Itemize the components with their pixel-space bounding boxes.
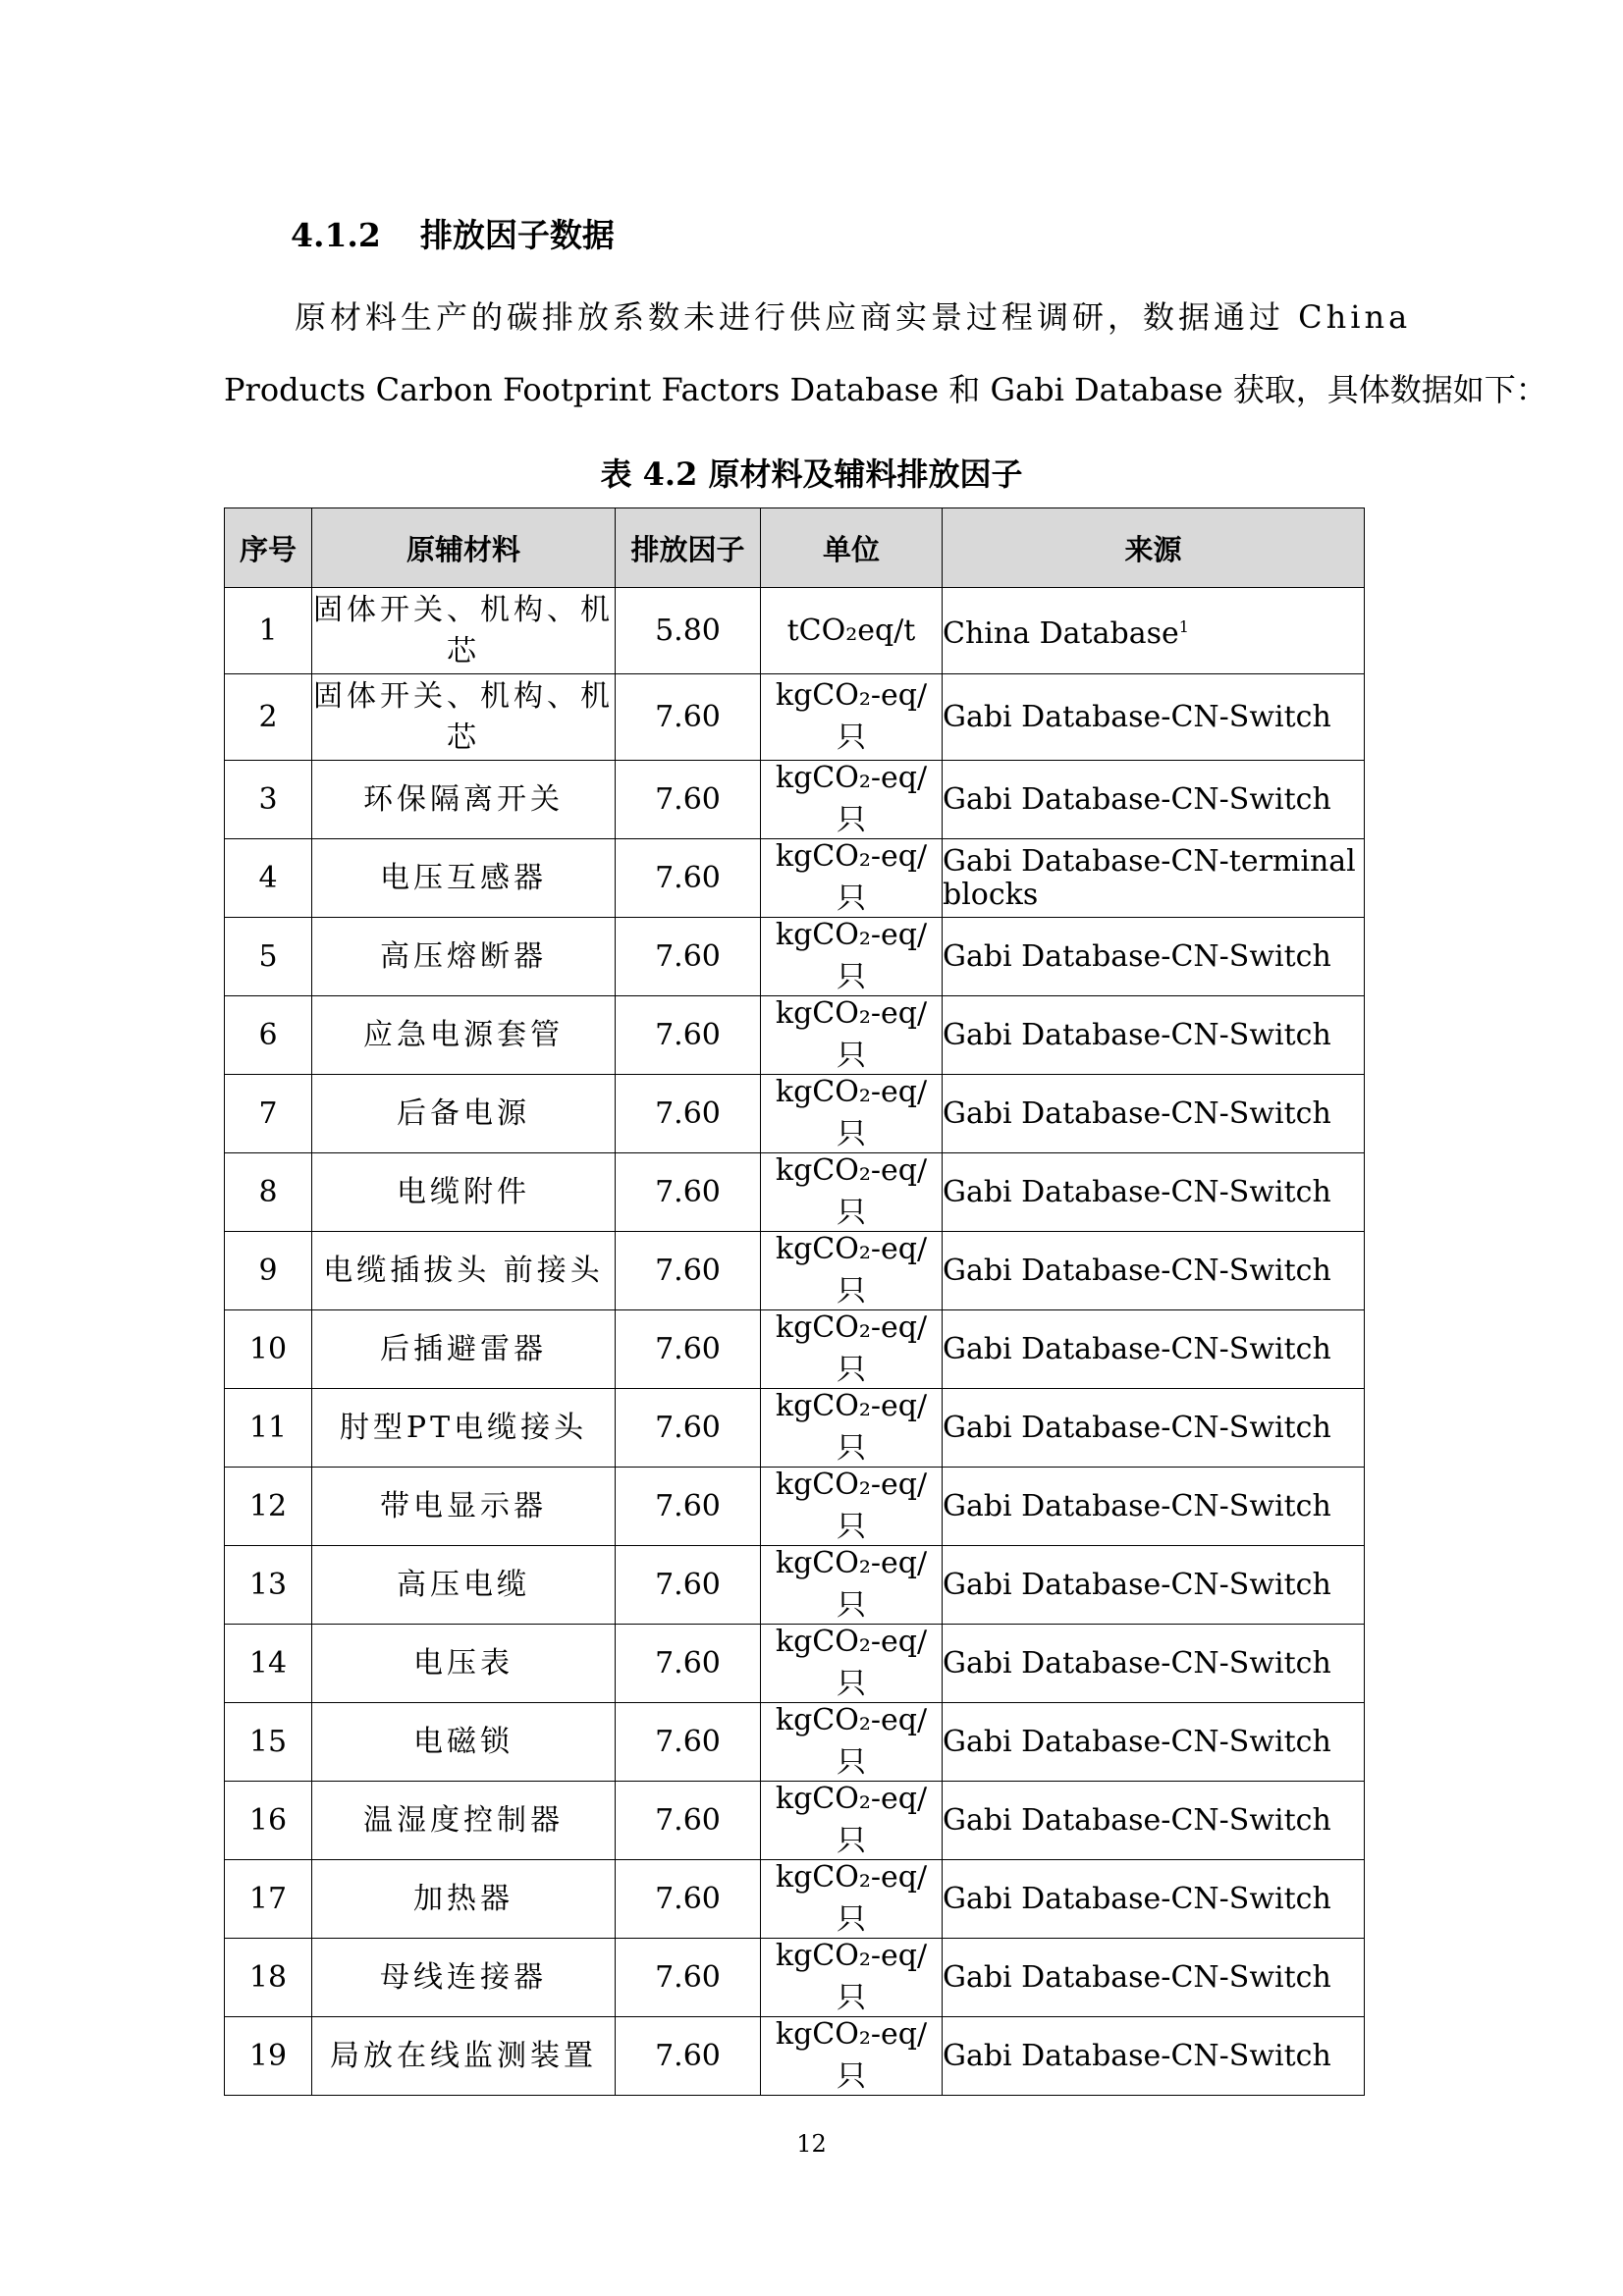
cell-factor-text: 7.60 [655, 1725, 721, 1759]
table-row [225, 1232, 1365, 1310]
section-title: 排放因子数据 [419, 216, 615, 254]
cell-source-text: Gabi Database-CN-Switch [943, 938, 1331, 974]
header-index: 序号 [225, 508, 312, 588]
cell-source [943, 1860, 1365, 1939]
cell-index-text: 9 [258, 1254, 278, 1288]
cell-unit [761, 1153, 943, 1232]
cell-unit [761, 674, 943, 761]
cell-unit-text: kgCO₂-eq/只 [775, 1468, 928, 1544]
cell-factor-text: 7.60 [655, 1960, 721, 1995]
cell-unit [761, 588, 943, 674]
cell-source-text: Gabi Database-CN-Switch [943, 1802, 1331, 1838]
cell-material-text: 电压互感器 [380, 860, 547, 895]
cell-factor-text: 7.60 [655, 2039, 721, 2073]
paragraph-line-1: 原材料生产的碳排放系数未进行供应商实景过程调研，数据通过 China [295, 298, 1412, 336]
cell-factor-text: 5.80 [655, 614, 721, 648]
table-row [225, 839, 1365, 918]
cell-material [312, 1389, 616, 1468]
cell-index-text: 14 [248, 1646, 288, 1681]
cell-index [225, 1860, 312, 1939]
cell-source [943, 761, 1365, 839]
cell-factor [616, 1389, 761, 1468]
table-row [225, 1782, 1365, 1860]
cell-unit [761, 918, 943, 996]
cell-material-text: 母线连接器 [380, 1959, 547, 1995]
cell-index-text: 19 [248, 2039, 288, 2073]
cell-unit [761, 1939, 943, 2017]
cell-material [312, 1310, 616, 1389]
cell-index [225, 2017, 312, 2096]
cell-unit-text: kgCO₂-eq/只 [775, 996, 928, 1073]
cell-material [312, 1782, 616, 1860]
cell-index-text: 16 [248, 1803, 288, 1838]
cell-material [312, 1860, 616, 1939]
cell-material [312, 761, 616, 839]
table-header-row [225, 508, 1365, 588]
cell-unit [761, 1389, 943, 1468]
cell-unit [761, 1468, 943, 1546]
cell-source [943, 1389, 1365, 1468]
cell-factor-text: 7.60 [655, 1411, 721, 1445]
cell-index-text: 15 [248, 1725, 288, 1759]
cell-material [312, 1703, 616, 1782]
cell-material-text: 固体开关、机构、机芯 [313, 592, 614, 668]
cell-factor-text: 7.60 [655, 1254, 721, 1288]
cell-index [225, 996, 312, 1075]
cell-index [225, 1782, 312, 1860]
cell-index [225, 1468, 312, 1546]
cell-unit-text: kgCO₂-eq/只 [775, 1075, 928, 1151]
cell-factor-text: 7.60 [655, 1803, 721, 1838]
cell-source [943, 1939, 1365, 2017]
cell-source [943, 839, 1365, 918]
cell-source-text: Gabi Database-CN-Switch [943, 781, 1331, 817]
cell-index [225, 1546, 312, 1625]
cell-material-text: 加热器 [413, 1881, 514, 1916]
cell-material [312, 918, 616, 996]
cell-material [312, 1468, 616, 1546]
cell-material-text: 环保隔离开关 [363, 781, 564, 817]
header-material: 原辅材料 [312, 508, 616, 588]
cell-factor [616, 1310, 761, 1389]
cell-unit-text: kgCO₂-eq/只 [775, 1939, 928, 2015]
cell-factor [616, 1546, 761, 1625]
cell-material-text: 带电显示器 [380, 1488, 547, 1523]
cell-unit-text: kgCO₂-eq/只 [775, 1625, 928, 1701]
cell-unit [761, 761, 943, 839]
cell-unit-text: kgCO₂-eq/只 [775, 839, 928, 916]
cell-index-text: 8 [258, 1175, 278, 1209]
cell-material [312, 996, 616, 1075]
cell-index [225, 839, 312, 918]
table-caption: 表 4.2 原材料及辅料排放因子 [600, 455, 1023, 493]
cell-material [312, 2017, 616, 2096]
cell-index-text: 1 [258, 614, 278, 648]
cell-factor [616, 761, 761, 839]
cell-factor-text: 7.60 [655, 861, 721, 895]
cell-material [312, 588, 616, 674]
cell-source [943, 588, 1365, 674]
cell-factor [616, 1232, 761, 1310]
cell-source-text: Gabi Database-CN-Switch [943, 1488, 1331, 1523]
cell-material [312, 839, 616, 918]
cell-source [943, 1232, 1365, 1310]
cell-index [225, 1075, 312, 1153]
cell-source-text: Gabi Database-CN-terminal blocks [943, 843, 1356, 912]
cell-factor-text: 7.60 [655, 1096, 721, 1131]
section-number: 4.1.2 [291, 216, 381, 254]
table-row [225, 996, 1365, 1075]
cell-material [312, 674, 616, 761]
cell-factor-text: 7.60 [655, 1568, 721, 1602]
cell-source [943, 1310, 1365, 1389]
cell-source-text: Gabi Database-CN-Switch [943, 1567, 1331, 1602]
cell-material [312, 1939, 616, 2017]
cell-factor [616, 1782, 761, 1860]
cell-source-text: Gabi Database-CN-Switch [943, 1174, 1331, 1209]
cell-index-text: 17 [248, 1882, 288, 1916]
cell-source [943, 1075, 1365, 1153]
cell-index [225, 1625, 312, 1703]
cell-factor [616, 1860, 761, 1939]
cell-index-text: 11 [248, 1411, 288, 1445]
table-row [225, 1153, 1365, 1232]
cell-source-text: Gabi Database-CN-Switch [943, 1959, 1331, 1995]
table-row [225, 1310, 1365, 1389]
cell-index [225, 1232, 312, 1310]
cell-unit-text: kgCO₂-eq/只 [775, 1546, 928, 1623]
cell-source-text: Gabi Database-CN-Switch [943, 1331, 1331, 1366]
page-number: 12 [796, 2130, 827, 2158]
header-unit: 单位 [761, 508, 943, 588]
cell-unit-text: kgCO₂-eq/只 [775, 761, 928, 837]
cell-index [225, 1310, 312, 1389]
cell-source-text: Gabi Database-CN-Switch [943, 1881, 1331, 1916]
cell-unit [761, 1546, 943, 1625]
cell-material [312, 1232, 616, 1310]
cell-source [943, 918, 1365, 996]
cell-unit [761, 1232, 943, 1310]
cell-material [312, 1075, 616, 1153]
cell-source-text: Gabi Database-CN-Switch [943, 1095, 1331, 1131]
cell-factor [616, 1703, 761, 1782]
cell-source-text: Gabi Database-CN-Switch [943, 699, 1331, 734]
cell-source [943, 1782, 1365, 1860]
header-factor: 排放因子 [616, 508, 761, 588]
cell-index [225, 674, 312, 761]
cell-unit-text: kgCO₂-eq/只 [775, 1389, 928, 1466]
cell-factor [616, 839, 761, 918]
table-row [225, 1860, 1365, 1939]
cell-index-text: 13 [248, 1568, 288, 1602]
cell-material-text: 后插避雷器 [380, 1331, 547, 1366]
cell-factor-text: 7.60 [655, 939, 721, 974]
cell-source [943, 1546, 1365, 1625]
cell-index [225, 1939, 312, 2017]
cell-index-text: 12 [248, 1489, 288, 1523]
cell-unit [761, 1310, 943, 1389]
cell-factor [616, 674, 761, 761]
cell-factor [616, 1939, 761, 2017]
cell-unit [761, 1860, 943, 1939]
cell-source-text: Gabi Database-CN-Switch [943, 1724, 1331, 1759]
cell-unit [761, 839, 943, 918]
cell-factor [616, 1625, 761, 1703]
cell-unit-text: kgCO₂-eq/只 [775, 918, 928, 994]
cell-index [225, 588, 312, 674]
cell-material-text: 高压电缆 [397, 1567, 530, 1602]
footnote-marker: 1 [1178, 617, 1189, 636]
table-row [225, 1389, 1365, 1468]
section-heading [291, 210, 615, 256]
cell-source [943, 996, 1365, 1075]
cell-source-text: China Database [943, 616, 1179, 651]
cell-factor [616, 918, 761, 996]
cell-source [943, 1468, 1365, 1546]
cell-unit-text: kgCO₂-eq/只 [775, 678, 928, 755]
cell-index [225, 761, 312, 839]
cell-factor [616, 1075, 761, 1153]
table-body [225, 588, 1365, 2096]
cell-index [225, 1703, 312, 1782]
cell-factor-text: 7.60 [655, 782, 721, 817]
cell-unit [761, 1782, 943, 1860]
cell-material-text: 肘型PT电缆接头 [339, 1410, 588, 1445]
paragraph-line-2: Products Carbon Footprint Factors Database 和 Gabi Database 获取，具体数据如下： [224, 371, 1547, 408]
cell-index-text: 4 [258, 861, 278, 895]
cell-source-text: Gabi Database-CN-Switch [943, 1017, 1331, 1052]
cell-index [225, 1153, 312, 1232]
table-row [225, 1468, 1365, 1546]
cell-factor [616, 2017, 761, 2096]
cell-factor [616, 996, 761, 1075]
cell-unit-text: kgCO₂-eq/只 [775, 1703, 928, 1780]
cell-factor-text: 7.60 [655, 1646, 721, 1681]
table-row [225, 1703, 1365, 1782]
cell-factor [616, 588, 761, 674]
cell-index [225, 918, 312, 996]
table-row [225, 1546, 1365, 1625]
table-row [225, 1939, 1365, 2017]
cell-source-text: Gabi Database-CN-Switch [943, 1253, 1331, 1288]
cell-factor-text: 7.60 [655, 1332, 721, 1366]
cell-source-text: Gabi Database-CN-Switch [943, 2038, 1331, 2073]
cell-factor-text: 7.60 [655, 1489, 721, 1523]
cell-factor-text: 7.60 [655, 1175, 721, 1209]
cell-material [312, 1625, 616, 1703]
cell-factor [616, 1153, 761, 1232]
cell-index-text: 5 [258, 939, 278, 974]
cell-source [943, 1703, 1365, 1782]
cell-index-text: 3 [258, 782, 278, 817]
table-row [225, 1625, 1365, 1703]
cell-factor-text: 7.60 [655, 1882, 721, 1916]
emission-factor-table [224, 507, 1365, 2096]
cell-material-text: 电压表 [413, 1645, 514, 1681]
cell-source [943, 1625, 1365, 1703]
table-row [225, 674, 1365, 761]
cell-unit-text: tCO₂eq/t [786, 614, 916, 648]
cell-material-text: 局放在线监测装置 [330, 2038, 597, 2073]
cell-unit-text: kgCO₂-eq/只 [775, 1310, 928, 1387]
cell-material-text: 电缆附件 [397, 1174, 530, 1209]
cell-unit-text: kgCO₂-eq/只 [775, 1782, 928, 1858]
cell-index-text: 18 [248, 1960, 288, 1995]
cell-unit-text: kgCO₂-eq/只 [775, 2017, 928, 2094]
table-row [225, 918, 1365, 996]
cell-unit [761, 1075, 943, 1153]
cell-material [312, 1546, 616, 1625]
cell-unit [761, 2017, 943, 2096]
cell-index-text: 10 [248, 1332, 288, 1366]
cell-unit-text: kgCO₂-eq/只 [775, 1860, 928, 1937]
cell-unit [761, 1625, 943, 1703]
cell-unit [761, 1703, 943, 1782]
cell-material-text: 后备电源 [397, 1095, 530, 1131]
table-row [225, 588, 1365, 674]
cell-factor-text: 7.60 [655, 1018, 721, 1052]
cell-material-text: 应急电源套管 [363, 1017, 564, 1052]
cell-source-text: Gabi Database-CN-Switch [943, 1645, 1331, 1681]
cell-material [312, 1153, 616, 1232]
cell-index-text: 7 [258, 1096, 278, 1131]
cell-material-text: 电缆插拔头 前接头 [323, 1253, 604, 1288]
cell-source [943, 1153, 1365, 1232]
table-row [225, 761, 1365, 839]
cell-factor [616, 1468, 761, 1546]
cell-factor-text: 7.60 [655, 700, 721, 734]
cell-index [225, 1389, 312, 1468]
cell-material-text: 高压熔断器 [380, 938, 547, 974]
cell-material-text: 温湿度控制器 [363, 1802, 564, 1838]
cell-unit-text: kgCO₂-eq/只 [775, 1232, 928, 1308]
table-row [225, 1075, 1365, 1153]
table-row [225, 2017, 1365, 2096]
cell-unit-text: kgCO₂-eq/只 [775, 1153, 928, 1230]
cell-source-text: Gabi Database-CN-Switch [943, 1410, 1331, 1445]
header-source: 来源 [943, 508, 1365, 588]
cell-unit [761, 996, 943, 1075]
cell-index-text: 6 [258, 1018, 278, 1052]
cell-index-text: 2 [258, 700, 278, 734]
cell-source [943, 674, 1365, 761]
cell-material-text: 电磁锁 [413, 1724, 514, 1759]
cell-source [943, 2017, 1365, 2096]
cell-material-text: 固体开关、机构、机芯 [313, 678, 614, 755]
